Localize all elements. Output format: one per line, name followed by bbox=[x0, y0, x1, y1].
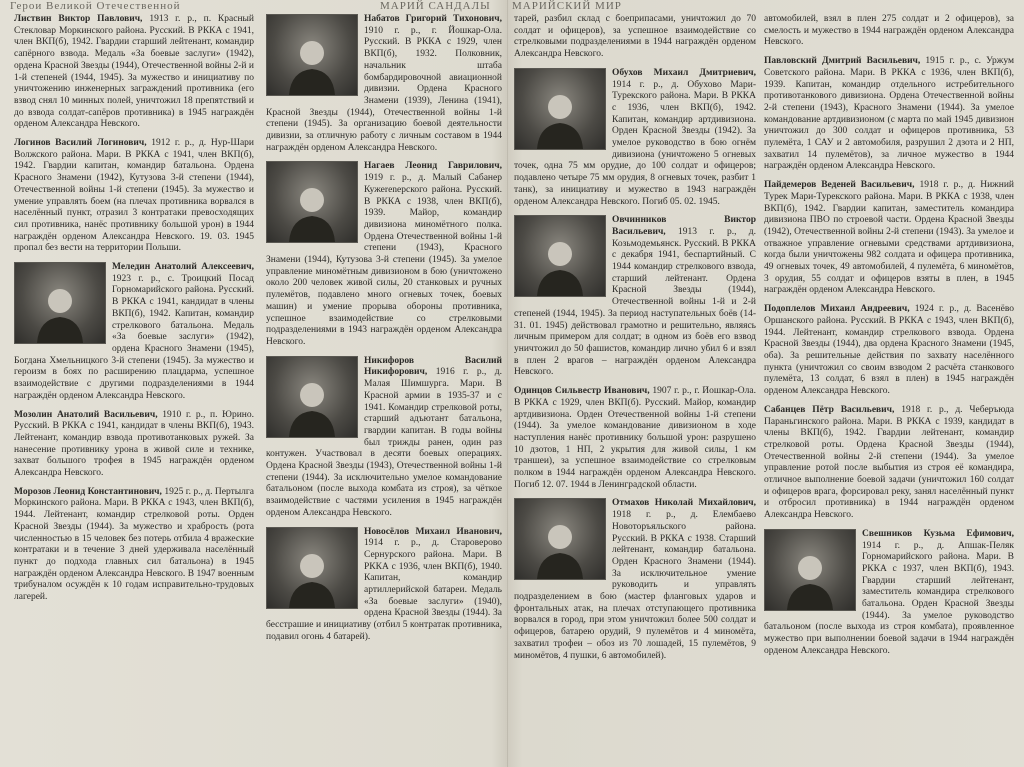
entry-nabatov bbox=[266, 14, 502, 156]
person-icon bbox=[785, 548, 835, 610]
entry-novoselov bbox=[266, 527, 502, 646]
entry-pavlovsky bbox=[764, 56, 1014, 175]
entry-paydemerov bbox=[764, 180, 1014, 299]
entry-podoplelov bbox=[764, 304, 1014, 400]
entry-name: Листвин Виктор Павлович, bbox=[14, 14, 143, 24]
entry-text: 1925 г. р., д. Пертылга Моркинского района. Мари. В РККА с 1943, член ВКП(б), 1944. Лейтенант, командир стрелковой роты. Орден Красной Звезды (1944). За мужество и храбрость (рота численностью в 15 человек без потерь отбила 4 вражеские контратаки и в течение 3 дней удерживала населённый пункт до подхода главных сил батальона) в 1945 награждён орденом Александра Невского. В 1947 военным трибуналом осуждён к 10 годам исправительно-трудовых лагерей. bbox=[14, 486, 254, 603]
entry-name: Пайдемеров Веденей Васильевич, bbox=[764, 180, 915, 191]
entry-otmakhov bbox=[514, 498, 756, 664]
person-icon bbox=[287, 33, 337, 95]
entry-text: 1914 г. р., д. Обухово Мари-Турекского района. Мари. В РККА с 1936, член ВКП(б), 1942. Капитан, командир артдивизиона. Орден Красной Звезды (1942). За умелое руководство в бою огнём дивизиона (уничтожено 5 огневых точек, одна 75 мм орудие, до 100 солдат и офицеров; подавлено четыре 75 мм орудия, 8 огневых точек, разбит 1 танк), за инициативу и мужество в 1943 награждён орденом Александра Невского. Погиб 05. 02. 1945. bbox=[514, 79, 756, 207]
entry-text: 1918 г. р., д. Чеберъюда Параньгинского района. Мари. В РККА с 1939, кандидат в члены ВКП(б), 1942. Гвардии лейтенант, командир стрелковой роты. Ордена Красной Звезды (1944), Отечественной войны 2-й степени (1944). За умелое управление ротой после выбытия из строя её командира, отличное выполнение боевой задачи (уничтожил 160 солдат и офицеров врага, форсировал реку, занял населённый пункт и отбросил противника) в 1944 награждён орденом Александра Невского. bbox=[764, 404, 1014, 521]
entry-text: 1923 г. р., с. Троицкий Посад Горномарийского района. Русский. В РККА с 1941, кандидат в члены ВКП(б), 1942. Капитан, командир стрелкового батальона. Медаль «За боевые заслуги» (1942), ордена Красного Знамени (1945), Богдана Хмельницкого 3-й степени (1945). За мужество и героизм в боях по расширению плацдарма, успешное взаимодействие с другими подразделениями в 1944 награждён орденом Александра Невского. bbox=[14, 273, 254, 401]
entry-meledin bbox=[14, 262, 254, 404]
person-icon bbox=[535, 517, 585, 579]
entry-text: автомобилей, взял в плен 275 солдат и 2 офицеров), за смелость и мужество в 1944 награждён орденом Александра Невского. bbox=[764, 14, 1014, 48]
portrait-photo bbox=[266, 14, 358, 96]
person-icon bbox=[287, 375, 337, 437]
entry-text: 1910 г. р., п. Юрино. Русский. В РККА с 1941, кандидат в члены ВКП(б), 1943. Лейтенант, командир взвода противотанковых ружей. За нанесение противнику урона в живой силе и технике, захват большого трофея в 1945 награждён орденом Александра Невского. bbox=[14, 409, 254, 479]
portrait-photo bbox=[764, 529, 856, 611]
entry-sveshnikov bbox=[764, 529, 1014, 660]
entry-listvin bbox=[14, 14, 254, 133]
portrait-photo bbox=[266, 356, 358, 438]
page-fold bbox=[507, 0, 508, 767]
entry-loginov bbox=[14, 138, 254, 257]
entry-nikiforov bbox=[266, 356, 502, 522]
header-left: Герои Великой Отечественной bbox=[10, 0, 181, 12]
entry-text: 1914 г. р., д. Апшак-Пеляк Горномарийского района. Мари. В РККА с 1937, член ВКП(б), 1943. Гвардии старший лейтенант, заместитель командира стрелкового батальона. Орден Красной Звезды (1944). За умелое руководство батальоном (после выхода из строя комбата), проявленное мужество при выполнении боевой задачи в 1944 награждён орденом Александра Невского. bbox=[764, 540, 1014, 656]
entry-name: Обухов Михаил Дмитриевич, bbox=[612, 67, 756, 78]
entry-name: Новосёлов Михаил Иванович, bbox=[364, 526, 502, 537]
portrait-photo bbox=[14, 262, 106, 344]
entry-text: 1916 г. р., д. Малая Шимшурга. Мари. В Красной армии в 1935-37 и с 1941. Командир стрелковой роты, старший адъютант батальона, гвардии капитан. В годы войны был трижды ранен, один раз контужен. Участвовал в десяти боевых операциях. Ордена Красной Звезды (1943), Отечественной войны 1-й степени (1944). За исключительно умелое командование батальоном (после выхода комбата из строя), за чёткое взаимодействие с частями усиления в 1945 награждён орденом Александра Невского. bbox=[266, 367, 502, 518]
entry-text: 1913 г. р., п. Красный Стекловар Моркинского района. Русский. В РККА с 1941, член ВКП(б), 1942. Гвардии старший лейтенант, командир сапёрного взвода. Медаль «За боевые заслуги» (1942), ордена Красной Звезды (1944), Отечественной войны 2-й и 1-й степеней (1944, 1945). За мужество и инициативу по уничтожению инженерных заграждений противника (его взвод снял 10 минных полей, уничтожил 18 препятствий и до взвода солдат-сапёров противника) в 1945 награждён орденом Александра Невского. bbox=[14, 14, 254, 130]
entry-name: Меледин Анатолий Алексеевич, bbox=[112, 262, 254, 273]
portrait-photo bbox=[514, 68, 606, 150]
entry-text: 1914 г. р., д. Староверово Сернурского района. Мари. В РККА с 1936, член ВКП(б), 1940. Капитан, командир артиллерийской батареи. Медаль «За боевые заслуги» (1940), ордена Красной Звезды (1944). За бесстрашие и инициативу (отбил 5 контратак противника, подавил огонь 4 батарей). bbox=[266, 538, 502, 642]
person-icon bbox=[535, 87, 585, 149]
entry-name: Набатов Григорий Тихонович, bbox=[364, 14, 502, 24]
entry-text: 1915 г. р., с. Уржум Советского района. Мари. В РККА с 1936, член ВКП(б), 1939. Капитан, командир отдельного истребительного противотанкового дивизиона. Ордена Отечественной войны 2-й степени (1943), Красного Знамени (1944). За умелое командование артдивизионом (с марта по май 1945 дивизион уничтожил до 300 солдат и офицеров противника, 53 пулемёта, 1 САУ и 2 автомобиля, разрушил 2 дзота и 2 НП, захватил 14 пулемётов), за личное мужество в 1944 награждён орденом Александра Невского. bbox=[764, 56, 1014, 172]
entry-name: Павловский Дмитрий Васильевич, bbox=[764, 56, 921, 67]
entry-text: тарей, разбил склад с боеприпасами, уничтожил до 70 солдат и офицеров), за успешное взаимодействие со стрелковыми подразделениями в 1944 награждён орденом Александра Невского. bbox=[514, 14, 756, 60]
entry-odintsov bbox=[514, 386, 756, 493]
portrait-photo bbox=[266, 161, 358, 243]
entry-name: Никифоров Василий Никифорович, bbox=[364, 355, 502, 378]
entry-name: Отмахов Николай Михайлович, bbox=[612, 498, 756, 509]
entry-continuation bbox=[764, 14, 1014, 51]
person-icon bbox=[535, 234, 585, 296]
entry-text: 1919 г. р., д. Малый Сабанер Кужеrenерского района. Русский. В РККА с 1938, член ВКП(б), 1939. Майор, командир дивизиона миномётного полка. Ордена Отечественной войны 1-й степени (1943), Красного Знамени (1944), Кутузова 3-й степени (1945). За умелое управление миномётным дивизионом в бою (уничтожено около 200 человек живой силы, 20 станковых и ручных пулемётов, подавлено много огневых точек, боевых машин) и умение прорыва обороны противника, успешное взаимодействие со стрелковыми подразделениями в 1943 награждён орденом Александра Невского. bbox=[266, 173, 502, 347]
person-icon bbox=[287, 546, 337, 608]
entry-name: Логинов Василий Логинович, bbox=[14, 138, 147, 149]
entry-name: Мозолин Анатолий Васильевич, bbox=[14, 409, 158, 420]
header-center: МАРИЙ САНДАЛЫ bbox=[380, 0, 491, 12]
entry-mozolin bbox=[14, 410, 254, 482]
entry-name: Подоплелов Михаил Андреевич, bbox=[764, 304, 910, 315]
entry-text: 1918 г. р., д. Нижний Турек Мари-Турекского района. Мари. В РККА с 1938, член ВКП(б), 1942. Гвардии капитан, заместитель командира дивизиона ПВО по строевой части. Ордена Красной Звезды (1942), Отечественной войны 2-й степени (1943). За умелое и отважное управление огневыми средствами артдивизиона, когда были уничтожены 982 солдата и офицера противника, 49 огневых точек, 49 автомобилей, 4 пулемёта, 6 миномётов, 3 орудия, 55 солдат и офицеров взяты в плен, в 1945 награждён орденом Александра Невского. bbox=[764, 180, 1014, 296]
person-icon bbox=[287, 180, 337, 242]
column-2 bbox=[266, 14, 502, 764]
entry-text: 1910 г. р., г. Йошкар-Ола. Русский. В РККА с 1929, член ВКП(б), 1932. Полковник, начальник штаба бомбардировочной авиационной дивизии. Ордена Красного Знамени (1939), Ленина (1941), Красной Звезды (1944), Отечественной войны 1-й степени (1945). За организацию боевой деятельности дивизии, за отличную работу с личным составом в 1944 награждён орденом Александра Невского. bbox=[266, 25, 502, 153]
portrait-photo bbox=[266, 527, 358, 609]
entry-name: Овчинников Виктор Васильевич, bbox=[612, 215, 756, 237]
column-1 bbox=[14, 14, 254, 764]
entry-name: Одинцов Сильвестр Иванович, bbox=[514, 386, 650, 397]
entry-text: 1924 г. р., д. Васенёво Оршанского района. Русский. В РККА с 1943, член ВКП(б), 1944. Лейтенант, командир стрелкового взвода. Ордена Красной Звезды (1944), два ордена Красного Знамени (1945, оба). За решительные действия по захвату населённого пункта (уничтожил со своим взводом 2 расчёта станкового пулемёта, 13 солдат, 6 взял в плен) в 1945 награждён орденом Александра Невского. bbox=[764, 304, 1014, 397]
entry-ovchinnikov bbox=[514, 215, 756, 381]
entry-text: 1907 г. р., г. Йошкар-Ола. В РККА с 1929, член ВКП(б). Русский. Майор, командир артдивизиона. Орден Отечественной войны 1-й степени (1944). За умелое командование дивизионом в ходе наступления нанёс противнику большой урон: разрушено 10 дзотов, 1 НП, 2 укрытия для живой силы, 1 км траншеи), за успешное взаимодействие со стрелковым полком в 1944 награждён орденом Александра Невского. Погиб 12. 07. 1944 в Ленинградской области. bbox=[514, 386, 756, 490]
entry-name: Нагаев Леонид Гаврилович, bbox=[364, 161, 502, 172]
header-right: МАРИЙСКИЙ МИР bbox=[512, 0, 622, 12]
portrait-photo bbox=[514, 498, 606, 580]
entry-obukhov bbox=[514, 68, 756, 210]
entry-text: 1918 г. р., д. Елембаево Новоторъяльского района. Русский. В РККА с 1938. Старший лейтенант, командир батальона. Орден Красного Знамени (1944). За исключительное умение руководить и управлять подразделением в бою (мастер фланговых ударов и фронтальных атак, на плечах отступающего противника ворвался в город, при этом уничтожил более 500 солдат и офицеров, батарею орудий, 9 пулемётов и 4 миномёта, захватил трофеи – обоз из 70 лошадей, 15 пулемётов, 9 миномётов, 4 пушки, 6 автомобилей). bbox=[514, 510, 756, 661]
column-4 bbox=[764, 14, 1014, 764]
entry-sabantsev bbox=[764, 405, 1014, 524]
entry-morozov bbox=[14, 487, 254, 606]
entry-nagaev bbox=[266, 161, 502, 350]
entry-name: Свешников Кузьма Ефимович, bbox=[862, 528, 1014, 539]
entry-name: Сабанцев Пётр Васильевич, bbox=[764, 404, 895, 415]
entry-continuation bbox=[514, 14, 756, 63]
column-3 bbox=[514, 14, 756, 764]
person-icon bbox=[35, 281, 85, 343]
entry-name: Морозов Леонид Константинович, bbox=[14, 486, 162, 497]
entry-text: 1912 г. р., д. Нур-Шари Волжского района. Мари. В РККА с 1941, член ВКП(б), 1942. Гвардии капитан, командир батальона. Ордена Красного Знамени (1942), Кутузова 3-й степени (1944), Отечественной войны 1-й степени (1945). За мужество и умение управлять боем (на плечах противника ворвался в населённый пункт, отразил 3 контратаки превосходящих сил противника, нанёс противнику большой урон) в 1944 награждён орденом Александра Невского. 19. 03. 1945 пропал без вести на территории Польши. bbox=[14, 138, 254, 254]
entry-text: 1913 г. р., д. Козьмодемьянск. Русский. В РККА с декабря 1941, беспартийный. С 1944 командир стрелкового взвода, старший лейтенант. Ордена Красной Звезды (1944), Отечественной войны 1-й и 2-й степеней (1944, 1945). За период наступательных боёв (14-31. 01. 1945) действовал грамотно и решительно, являясь личным примером для солдат; в одном из боёв его взвод уничтожил до 50 фашистов, командир лично убил 6 и взял в плен 2 врагов – награждён орденом Александра Невского. bbox=[514, 226, 756, 378]
portrait-photo bbox=[514, 215, 606, 297]
